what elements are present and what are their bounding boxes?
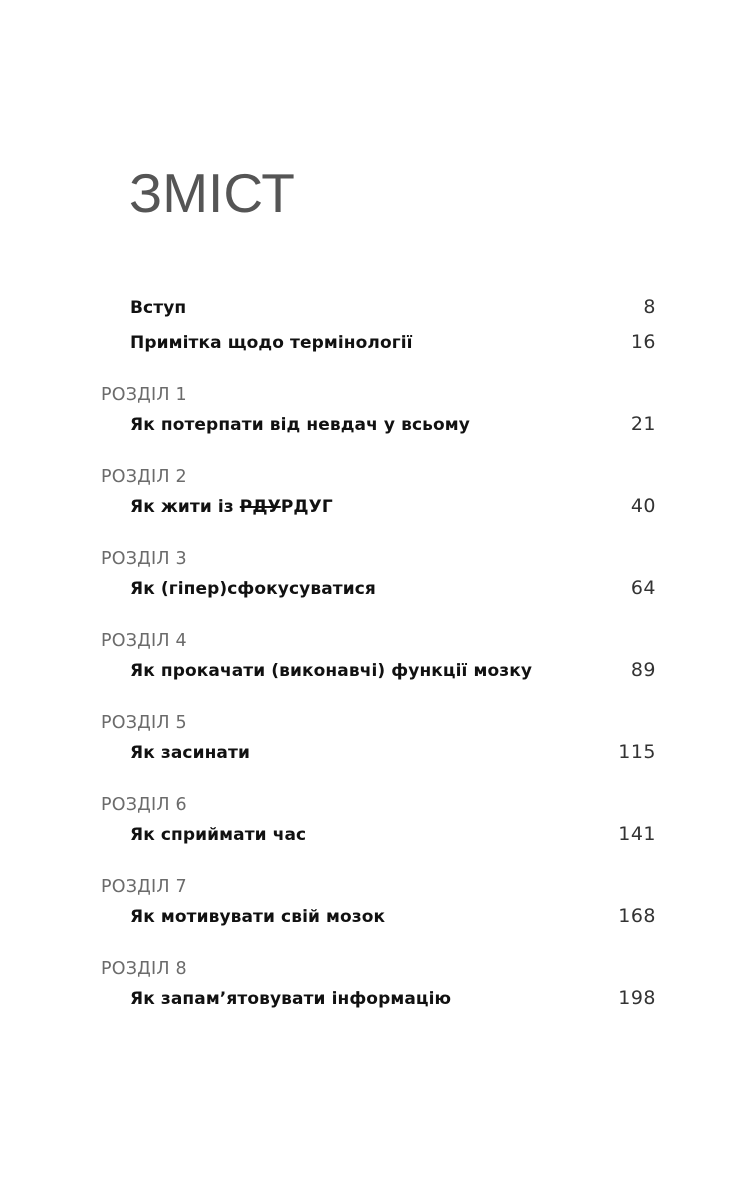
chapter-label: РОЗДІЛ 2 <box>101 467 187 487</box>
entry-page-number: 64 <box>630 577 656 599</box>
toc-entry-chapter-5[interactable] <box>130 740 656 764</box>
page-title: ЗМІСТ <box>129 162 295 224</box>
entry-title-struck-text: РДУ <box>239 497 281 517</box>
chapter-label: РОЗДІЛ 7 <box>101 877 187 897</box>
entry-page-number: 8 <box>643 296 656 318</box>
toc-entry-chapter-3[interactable] <box>130 576 656 600</box>
chapter-label: РОЗДІЛ 4 <box>101 631 187 651</box>
chapter-label: РОЗДІЛ 3 <box>101 549 187 569</box>
toc-entry-chapter-6[interactable] <box>130 822 656 846</box>
chapter-label: РОЗДІЛ 6 <box>101 795 187 815</box>
toc-entry-chapter-2[interactable] <box>130 494 656 518</box>
entry-page-number: 115 <box>618 741 656 763</box>
toc-entry-introduction[interactable] <box>130 295 656 319</box>
chapter-label: РОЗДІЛ 1 <box>101 385 187 405</box>
entry-title: Примітка щодо термінології <box>130 333 413 353</box>
entry-title: Як сприймати час <box>130 825 307 845</box>
toc-entry-terminology-note[interactable] <box>130 330 656 354</box>
entry-title: Як потерпати від невдач у всьому <box>130 415 470 435</box>
entry-title: Як засинати <box>130 743 250 763</box>
entry-page-number: 141 <box>618 823 656 845</box>
toc-entry-chapter-1[interactable] <box>130 412 656 436</box>
entry-page-number: 89 <box>630 659 656 681</box>
chapter-label: РОЗДІЛ 5 <box>101 713 187 733</box>
toc-entry-chapter-4[interactable] <box>130 658 656 682</box>
entry-title-prefix: Як жити із <box>130 497 240 517</box>
entry-page-number: 21 <box>630 413 656 435</box>
chapter-label: РОЗДІЛ 8 <box>101 959 187 979</box>
entry-page-number: 40 <box>630 495 656 517</box>
toc-entry-chapter-7[interactable] <box>130 904 656 928</box>
entry-title: Як прокачати (виконавчі) функції мозку <box>130 661 533 681</box>
entry-title <box>130 495 333 519</box>
entry-title: Вступ <box>130 298 187 318</box>
entry-page-number: 198 <box>618 987 656 1009</box>
entry-title: Як мотивувати свій мозок <box>130 907 386 927</box>
entry-title-suffix: РДУГ <box>280 497 333 517</box>
entry-title: Як запам’ятовувати інформацію <box>130 989 452 1009</box>
toc-entry-chapter-8[interactable] <box>130 986 656 1010</box>
entry-title: Як (гіпер)сфокусуватися <box>130 579 376 599</box>
entry-page-number: 16 <box>630 331 656 353</box>
entry-page-number: 168 <box>618 905 656 927</box>
